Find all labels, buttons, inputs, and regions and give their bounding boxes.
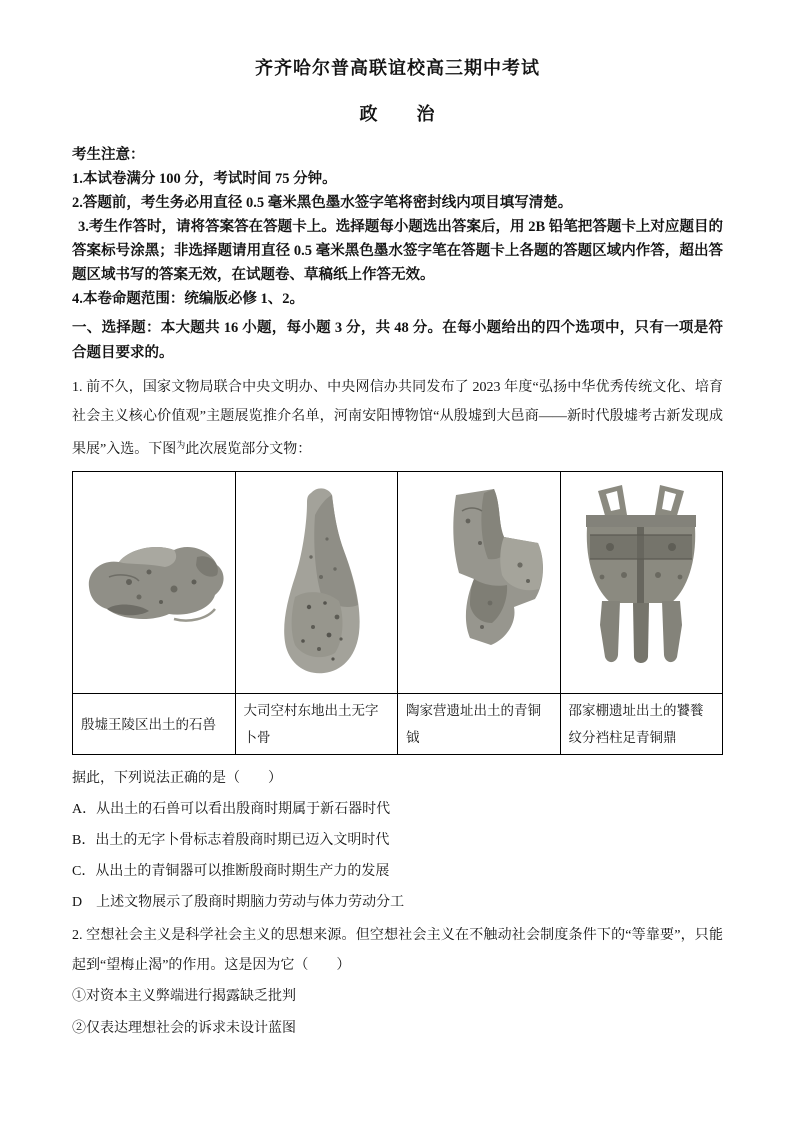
question-1-prompt: 据此，下列说法正确的是（ ） [72, 771, 282, 786]
question-2-stem: 2. 空想社会主义是科学社会主义的思想来源。但空想社会主义在不触动社会制度条件下的“等靠要”，只能起到“望梅止渴”的作用。这是因为它（ ） [72, 928, 723, 973]
artifact-caption-1: 殷墟王陵区出土的石兽 [73, 694, 236, 755]
artifact-cell-bronze-ding [560, 472, 723, 694]
artifact-caption-4: 邵家棚遗址出土的饕餮纹分裆柱足青铜鼎 [560, 694, 723, 755]
question-1-stem-tail: 此次展览部分文物： [185, 442, 312, 457]
question-1-stem-text: 1. 前不久，国家文物局联合中央文明办、中央网信办共同发布了 2023 年度“弘扬中华优秀传统文化、培育社会主义核心价值观”主题展览推介名单，河南安阳博物馆“从殷墟到大邑商——新时代殷墟考古新发现成果展”入选。下图 [72, 380, 723, 457]
bronze-ding-tripod-image [566, 477, 716, 689]
question-1-option-b: B．出土的无字卜骨标志着殷商时期已迈入文明时代 [72, 833, 390, 848]
stone-beast-image [79, 477, 229, 689]
notice-heading: 考生注意： [72, 147, 145, 163]
question-2-item-2: ②仅表达理想社会的诉求未设计蓝图 [72, 1021, 296, 1036]
candidate-notice [72, 143, 723, 311]
artifact-cell-stone-beast [73, 472, 236, 694]
artifact-caption-row [73, 694, 723, 755]
artifact-cell-bronze-axe [398, 472, 561, 694]
exam-title: 齐齐哈尔普高联谊校高三期中考试 [255, 58, 540, 78]
question-1-option-d: D 上述文物展示了殷商时期脑力劳动与体力劳动分工 [72, 895, 405, 910]
notice-item-1: 1.本试卷满分 100 分，考试时间 75 分钟。 [72, 171, 337, 187]
bronze-yue-axe-image [404, 477, 554, 689]
exam-subject: 政 治 [359, 104, 436, 124]
question-1-option-c: C．从出土的青铜器可以推断殷商时期生产力的发展 [72, 864, 390, 879]
question-1-stem-small-mark: 为 [176, 440, 186, 450]
artifact-caption-2: 大司空村东地出土无字卜骨 [235, 694, 398, 755]
notice-item-3: 3.考生作答时，请将答案答在答题卡上。选择题每小题选出答案后，用 2B 铅笔把答题卡上对应题目的答案标号涂黑；非选择题请用直径 0.5 毫米黑色墨水签字笔在答题卡上各题的答题区域内作答，超出答题区域书写的答案无效，在试题卷、草稿纸上作答无效。 [72, 219, 723, 283]
artifact-image-row [73, 472, 723, 694]
notice-item-4: 4.本卷命题范围：统编版必修 1、2。 [72, 291, 304, 307]
notice-item-2: 2.答题前，考生务必用直径 0.5 毫米黑色墨水签字笔将密封线内项目填写清楚。 [72, 195, 573, 211]
oracle-bone-image [241, 477, 391, 689]
section-1-heading: 一、选择题：本大题共 16 小题，每小题 3 分，共 48 分。在每小题给出的四个选项中，只有一项是符合题目要求的。 [72, 320, 723, 361]
question-1-option-a: A．从出土的石兽可以看出殷商时期属于新石器时代 [72, 802, 391, 817]
question-1-stem [72, 373, 723, 464]
artifact-cell-oracle-bone [235, 472, 398, 694]
question-2-item-1: ①对资本主义弊端进行揭露缺乏批判 [72, 989, 296, 1004]
artifact-caption-3: 陶家营遗址出土的青铜钺 [398, 694, 561, 755]
artifact-table [72, 471, 723, 755]
